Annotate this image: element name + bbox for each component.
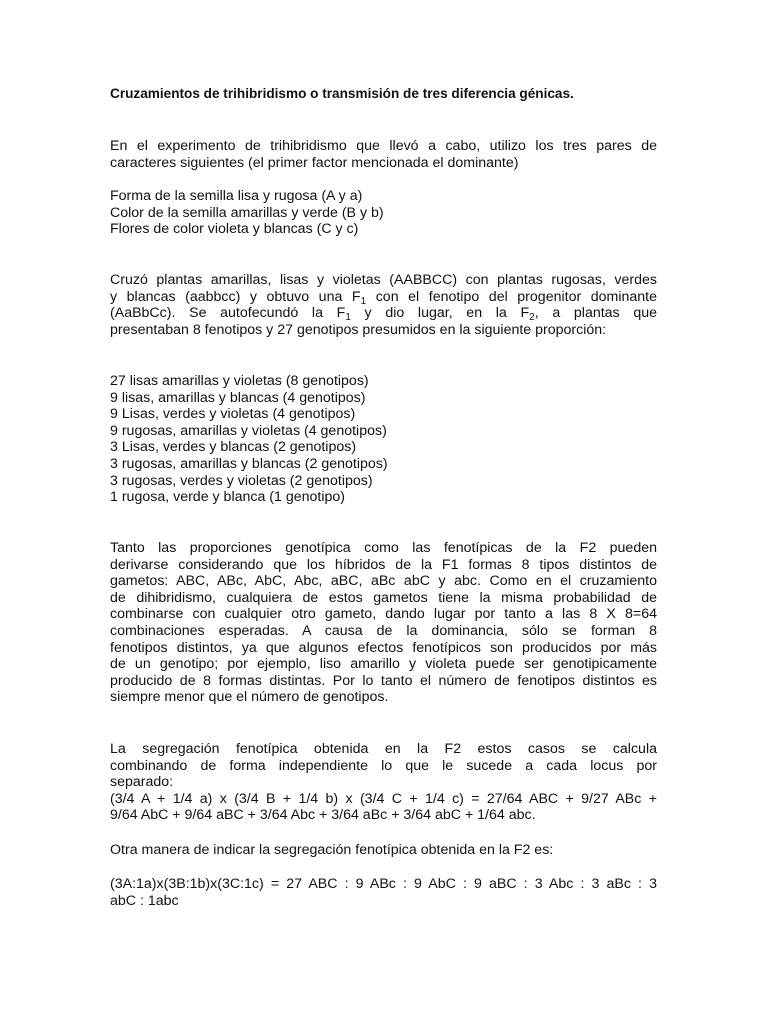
- explanation-line: Tanto las proporciones genotípica como las fenotípicas de la F2 pueden: [110, 540, 657, 556]
- phenotypes-list: [110, 373, 657, 506]
- explanation-line: derivarse considerando que los híbridos de la F1 formas 8 tipos distintos de: [110, 556, 657, 573]
- explanation-line: siempre menor que el número de genotipos.: [110, 689, 389, 706]
- formula-line: (3A:1a)x(3B:1b)x(3C:1c) = 27 ABC : 9 ABc : 9 AbC : 9 aBC : 3 Abc : 3 aBc : 3: [110, 876, 657, 892]
- character-item: Forma de la semilla lisa y rugosa (A y a): [110, 188, 363, 204]
- phenotype-item: 9 rugosas, amarillas y violetas (4 genotipos): [110, 422, 387, 439]
- segregation-line: combinando de forma independiente lo que le sucede a cada locus por: [110, 757, 657, 774]
- other-way-paragraph: [110, 842, 657, 859]
- document-title: Cruzamientos de trihibridismo o transmisión de tres diferencia génicas.: [110, 86, 574, 101]
- subscript: 2: [529, 312, 535, 324]
- phenotype-item: 3 rugosas, amarillas y blancas (2 genotipos): [110, 455, 388, 472]
- explanation-line: fenotipos distintos, ya que algunos efectos fenotípicos son producidos por más: [110, 639, 657, 656]
- subscript: 1: [345, 312, 351, 324]
- segregation-line: 9/64 AbC + 9/64 aBC + 3/64 Abc + 3/64 aBc + 3/64 abC + 1/64 abc.: [110, 807, 536, 824]
- segregation-line: La segregación fenotípica obtenida en la F2 estos casos se calcula: [110, 741, 657, 757]
- formula-paragraph: [110, 876, 657, 909]
- cross-line: [110, 305, 657, 322]
- explanation-line: gametos: ABC, ABc, AbC, Abc, aBC, aBc abC y abc. Como en el cruzamiento: [110, 573, 657, 590]
- explanation-paragraph: [110, 540, 657, 706]
- cross-text: y dio lugar, en la F: [350, 305, 530, 322]
- formula-line: abC : 1abc: [110, 892, 179, 909]
- characters-list: [110, 188, 657, 238]
- explanation-line: de un genotipo; por ejemplo, liso amarillo y violeta puede ser genotipicamente: [110, 656, 657, 673]
- cross-text: , a plantas que: [534, 305, 657, 322]
- intro-line: En el experimento de trihibridismo que llevó a cabo, utilizo los tres pares de: [110, 138, 657, 154]
- intro-paragraph: [110, 138, 657, 171]
- segregation-line: separado:: [110, 774, 174, 791]
- segregation-line: (3/4 A + 1/4 a) x (3/4 B + 1/4 b) x (3/4 C + 1/4 c) = 27/64 ABC + 9/27 ABc +: [110, 790, 657, 807]
- phenotype-item: 3 rugosas, verdes y violetas (2 genotipos): [110, 472, 373, 489]
- explanation-line: de dihibridismo, cualquiera de estos gametos tiene la misma probabilidad de: [110, 589, 657, 606]
- subscript: 1: [360, 295, 367, 307]
- cross-line: [110, 289, 657, 306]
- cross-line: presentaban 8 fenotipos y 27 genotipos presumidos en la siguiente proporción:: [110, 321, 607, 338]
- phenotype-item: 1 rugosa, verde y blanca (1 genotipo): [110, 489, 346, 506]
- explanation-line: combinarse con cualquier otro gameto, dando lugar por tanto a las 8 X 8=64: [110, 606, 657, 623]
- character-item: Flores de color violeta y blancas (C y c): [110, 221, 359, 238]
- cross-line: Cruzó plantas amarillas, lisas y violetas (AABBCC) con plantas rugosas, verdes: [110, 272, 657, 288]
- phenotype-item: 9 lisas, amarillas y blancas (4 genotipos): [110, 389, 366, 406]
- cross-text: con el fenotipo del progenitor dominante: [366, 288, 657, 305]
- other-way-line: Otra manera de indicar la segregación fenotípica obtenida en la F2 es:: [110, 842, 554, 858]
- phenotype-item: 27 lisas amarillas y violetas (8 genotipos): [110, 373, 369, 389]
- cross-text: (AaBbCc). Se autofecundó la F: [110, 305, 346, 322]
- intro-line: caracteres siguientes (el primer factor mencionada el dominante): [110, 154, 519, 171]
- explanation-line: producido de 8 formas distintas. Por lo tanto el número de fenotipos distintos es: [110, 672, 657, 689]
- phenotype-item: 3 Lisas, verdes y blancas (2 genotipos): [110, 439, 357, 456]
- cross-text: y blancas (aabbcc) y obtuvo una F: [110, 288, 361, 305]
- segregation-paragraph: [110, 741, 657, 824]
- character-item: Color de la semilla amarillas y verde (B y b): [110, 204, 384, 221]
- cross-paragraph: [110, 272, 657, 338]
- phenotype-item: 9 Lisas, verdes y violetas (4 genotipos): [110, 406, 356, 423]
- explanation-line: combinaciones esperadas. A causa de la dominancia, sólo se forman 8: [110, 622, 657, 639]
